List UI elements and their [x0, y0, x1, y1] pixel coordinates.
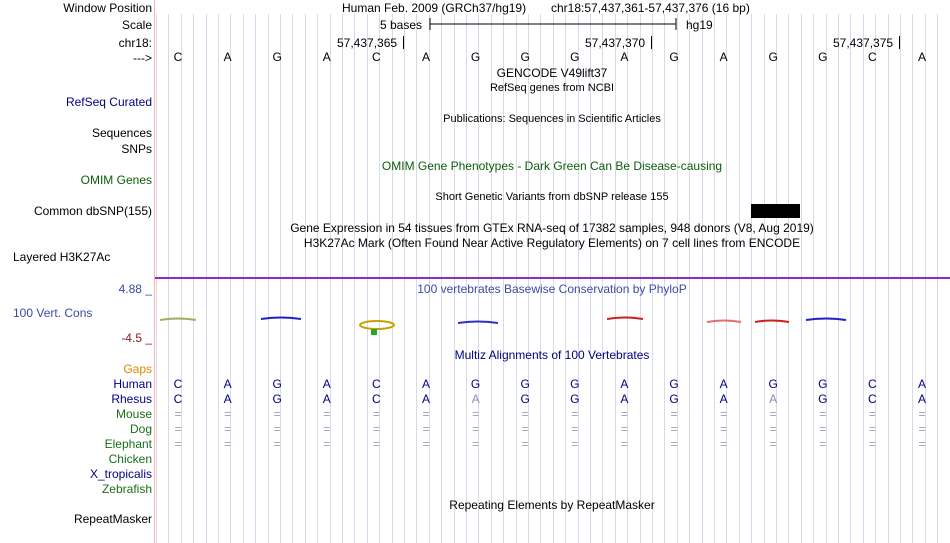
- species-base: =: [273, 437, 281, 451]
- species-base: =: [868, 437, 876, 451]
- species-base: =: [224, 437, 232, 451]
- sequence-base: C: [372, 50, 381, 64]
- species-base: =: [372, 437, 380, 451]
- species-base: C: [868, 392, 877, 406]
- species-base: =: [521, 437, 529, 451]
- species-label[interactable]: Mouse: [115, 407, 152, 421]
- common-dbsnp-label[interactable]: Common dbSNP(155): [33, 204, 152, 218]
- species-base: =: [472, 437, 480, 451]
- species-base: =: [571, 437, 579, 451]
- phylop-track-title[interactable]: 100 vertebrates Basewise Conservation by PhyloP: [417, 282, 687, 296]
- dbsnp-variant-block[interactable]: [751, 204, 800, 218]
- omim-track-title[interactable]: OMIM Gene Phenotypes - Dark Green Can Be Disease-causing: [381, 159, 723, 173]
- species-base: =: [620, 407, 628, 421]
- species-base: G: [272, 377, 282, 391]
- phylop-score-mark: [371, 329, 377, 335]
- species-base: C: [868, 377, 877, 391]
- sequence-base: G: [470, 50, 481, 64]
- sequence-base: A: [322, 50, 331, 64]
- species-base: A: [322, 392, 331, 406]
- species-base: A: [620, 392, 629, 406]
- species-base: =: [918, 437, 926, 451]
- species-base: =: [918, 422, 926, 436]
- repeatmasker-label[interactable]: RepeatMasker: [73, 512, 152, 526]
- sequence-base: G: [818, 50, 828, 64]
- species-base: =: [571, 422, 579, 436]
- species-base: =: [571, 407, 579, 421]
- species-base: =: [224, 422, 232, 436]
- sequence-base: G: [768, 50, 778, 64]
- species-base: G: [768, 377, 778, 391]
- species-base: =: [174, 422, 182, 436]
- track-separator: [155, 277, 950, 279]
- species-base: G: [818, 377, 828, 391]
- position-readout: chr18:57,437,361-57,437,376 (16 bp): [551, 1, 750, 15]
- species-base: =: [819, 437, 827, 451]
- phylop-min-label: -4.5 _: [121, 331, 152, 345]
- gtex-track-title[interactable]: Gene Expression in 54 tissues from GTEx RNA-seq of 17382 samples, 948 donors (V8, Aug 2019): [290, 221, 814, 235]
- assembly-title: Human Feb. 2009 (GRCh37/hg19): [342, 1, 527, 15]
- phylop-graph[interactable]: [155, 312, 950, 337]
- scale-db-text: hg19: [686, 18, 713, 32]
- strand-label: --->: [133, 51, 152, 65]
- species-base: =: [422, 422, 430, 436]
- species-label[interactable]: Elephant: [104, 437, 152, 451]
- species-base: =: [769, 437, 777, 451]
- scale-label: Scale: [121, 18, 152, 32]
- publications-track-title[interactable]: Publications: Sequences in Scientific Articles: [443, 113, 661, 125]
- chrom-label: chr18:: [118, 36, 152, 50]
- coord-tick-label: 57,437,370: [585, 36, 646, 50]
- omim-genes-label[interactable]: OMIM Genes: [80, 173, 152, 187]
- species-base: =: [868, 407, 876, 421]
- label-column-divider: [154, 0, 155, 543]
- species-base: =: [769, 422, 777, 436]
- species-base: =: [720, 407, 728, 421]
- sequence-base: G: [520, 50, 530, 64]
- layered-h3k27ac-label[interactable]: Layered H3K27Ac: [13, 250, 111, 264]
- refseq-subtitle: RefSeq genes from NCBI: [489, 82, 615, 94]
- species-base: =: [273, 407, 281, 421]
- species-base: G: [669, 392, 679, 406]
- species-base: =: [918, 407, 926, 421]
- species-base: A: [471, 392, 480, 406]
- species-base: A: [917, 392, 927, 406]
- species-base: =: [323, 437, 331, 451]
- phylop-score-mark: [458, 322, 498, 324]
- sequence-base: A: [421, 50, 431, 64]
- species-label[interactable]: X_tropicalis: [89, 467, 152, 481]
- species-base: =: [521, 407, 529, 421]
- species-base: =: [819, 422, 827, 436]
- phylop-score-mark: [707, 321, 741, 323]
- repeatmasker-track-title[interactable]: Repeating Elements by RepeatMasker: [449, 498, 655, 512]
- species-base: =: [670, 407, 678, 421]
- scale-bases-text: 5 bases: [380, 18, 423, 32]
- species-label[interactable]: Rhesus: [111, 392, 152, 406]
- phylop-score-mark: [607, 318, 643, 320]
- phylop-track-label[interactable]: 100 Vert. Cons: [13, 306, 93, 320]
- species-base: =: [819, 407, 827, 421]
- species-label[interactable]: Dog: [129, 422, 152, 436]
- species-base: =: [323, 407, 331, 421]
- sequence-base: G: [669, 50, 679, 64]
- species-label[interactable]: Zebrafish: [101, 482, 152, 496]
- species-base: A: [421, 377, 431, 391]
- species-base: =: [273, 422, 281, 436]
- species-base: A: [719, 377, 728, 391]
- sequence-base: A: [719, 50, 728, 64]
- species-label[interactable]: Human: [113, 377, 152, 391]
- species-base: C: [372, 377, 381, 391]
- species-base: =: [670, 422, 678, 436]
- species-base: G: [818, 392, 828, 406]
- species-base: =: [174, 437, 182, 451]
- species-base: A: [620, 377, 629, 391]
- species-base: =: [720, 422, 728, 436]
- species-base: =: [620, 437, 628, 451]
- species-base: G: [520, 377, 530, 391]
- coord-tick-label: 57,437,365: [337, 36, 398, 50]
- species-base: =: [670, 437, 678, 451]
- sequence-base: C: [173, 50, 183, 64]
- species-base: C: [372, 392, 381, 406]
- species-base: =: [620, 422, 628, 436]
- species-base: =: [868, 422, 876, 436]
- gaps-label[interactable]: Gaps: [123, 362, 152, 376]
- species-base: A: [917, 377, 927, 391]
- refseq-curated-label[interactable]: RefSeq Curated: [65, 95, 152, 109]
- window-position-label: Window Position: [63, 1, 152, 15]
- gencode-track-title[interactable]: GENCODE V49lift37: [496, 66, 608, 80]
- sequence-base: A: [917, 50, 927, 64]
- species-base: =: [521, 422, 529, 436]
- species-base: G: [570, 377, 580, 391]
- sequence-base: G: [272, 50, 282, 64]
- h3k27ac-track-title[interactable]: H3K27Ac Mark (Often Found Near Active Regulatory Elements) on 7 cell lines from ENCODE: [303, 236, 801, 250]
- phylop-score-mark: [360, 321, 394, 329]
- sequences-label[interactable]: Sequences: [91, 126, 152, 140]
- phylop-score-mark: [261, 318, 301, 320]
- species-base: =: [472, 422, 480, 436]
- species-base: =: [720, 437, 728, 451]
- phylop-score-mark: [160, 319, 196, 321]
- species-base: C: [173, 377, 183, 391]
- species-base: C: [173, 392, 183, 406]
- species-base: A: [223, 392, 232, 406]
- species-base: A: [322, 377, 331, 391]
- sequence-base: A: [620, 50, 629, 64]
- species-label[interactable]: Chicken: [108, 452, 152, 466]
- species-base: =: [323, 422, 331, 436]
- coord-tick-label: 57,437,375: [833, 36, 894, 50]
- sequence-base: A: [223, 50, 232, 64]
- species-base: =: [422, 407, 430, 421]
- species-base: G: [470, 377, 481, 391]
- species-base: =: [372, 422, 380, 436]
- species-base: G: [570, 392, 580, 406]
- species-base: =: [174, 407, 182, 421]
- sequence-base: C: [868, 50, 877, 64]
- sequence-base: G: [570, 50, 580, 64]
- species-base: =: [769, 407, 777, 421]
- phylop-max-label: 4.88 _: [118, 282, 152, 296]
- dbsnp-track-title[interactable]: Short Genetic Variants from dbSNP release 155: [435, 191, 669, 203]
- species-base: A: [421, 392, 431, 406]
- phylop-score-mark: [755, 321, 789, 323]
- species-base: =: [422, 437, 430, 451]
- species-base: G: [272, 392, 282, 406]
- species-base: =: [372, 407, 380, 421]
- species-base: A: [223, 377, 232, 391]
- species-base: A: [769, 392, 778, 406]
- species-base: =: [224, 407, 232, 421]
- multiz-track-title[interactable]: Multiz Alignments of 100 Vertebrates: [454, 348, 650, 362]
- species-base: G: [520, 392, 530, 406]
- species-base: =: [472, 407, 480, 421]
- species-base: A: [719, 392, 728, 406]
- snps-label[interactable]: SNPs: [121, 142, 152, 156]
- phylop-score-mark: [806, 319, 846, 321]
- species-base: G: [669, 377, 679, 391]
